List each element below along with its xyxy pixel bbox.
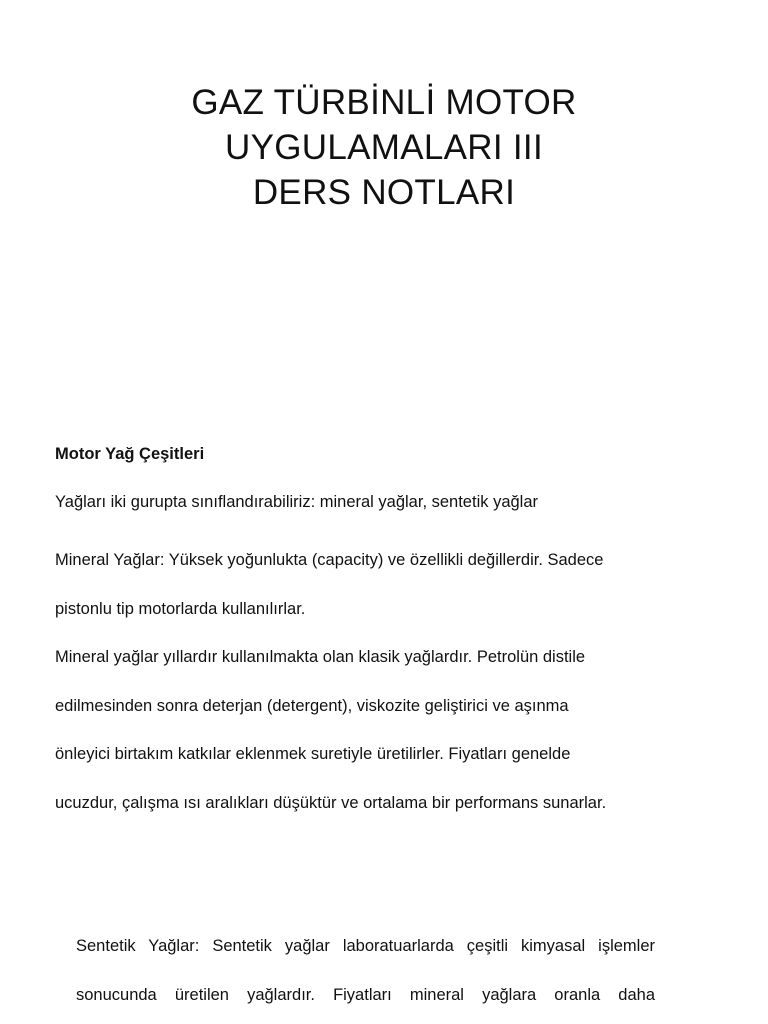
oil-types-section <box>55 440 675 827</box>
title-line-3: DERS NOTLARI <box>252 173 516 212</box>
mineral-detail-line-3: önleyici birtakım katkılar eklenmek suretiyle üretilirler. Fiyatları genelde <box>55 745 571 763</box>
mineral-detail-line-1: Mineral yağlar yıllardır kullanılmakta olan klasik yağlardır. Petrolün distile <box>55 648 586 666</box>
mineral-line-2: pistonlu tip motorlarda kullanılırlar. <box>55 599 306 618</box>
synthetic-line-2: sonucunda üretilen yağlardır. Fiyatları mineral yağlara oranla daha <box>76 985 655 1004</box>
document-title <box>0 80 768 215</box>
mineral-detail-line-2: edilmesinden sonra deterjan (detergent), viskozite geliştirici ve aşınma <box>55 696 569 715</box>
synthetic-line-1: Sentetik Yağlar: Sentetik yağlar laboratuarlarda çeşitli kimyasal işlemler <box>76 937 655 955</box>
mineral-detail-line-4: ucuzdur, çalışma ısı aralıkları düşüktür ve ortalama bir performans sunarlar. <box>55 793 607 812</box>
section-heading: Motor Yağ Çeşitleri <box>55 445 205 463</box>
title-line-1: GAZ TÜRBİNLİ MOTOR <box>191 83 577 122</box>
mineral-line-1: Mineral Yağlar: Yüksek yoğunlukta (capacity) ve özellikli değillerdir. Sadece <box>55 551 604 569</box>
title-line-2: UYGULAMALARI III <box>225 128 543 167</box>
synthetic-oil-section <box>76 922 655 1019</box>
intro-paragraph: Yağları iki gurupta sınıflandırabiliriz: mineral yağlar, sentetik yağlar <box>55 493 539 511</box>
